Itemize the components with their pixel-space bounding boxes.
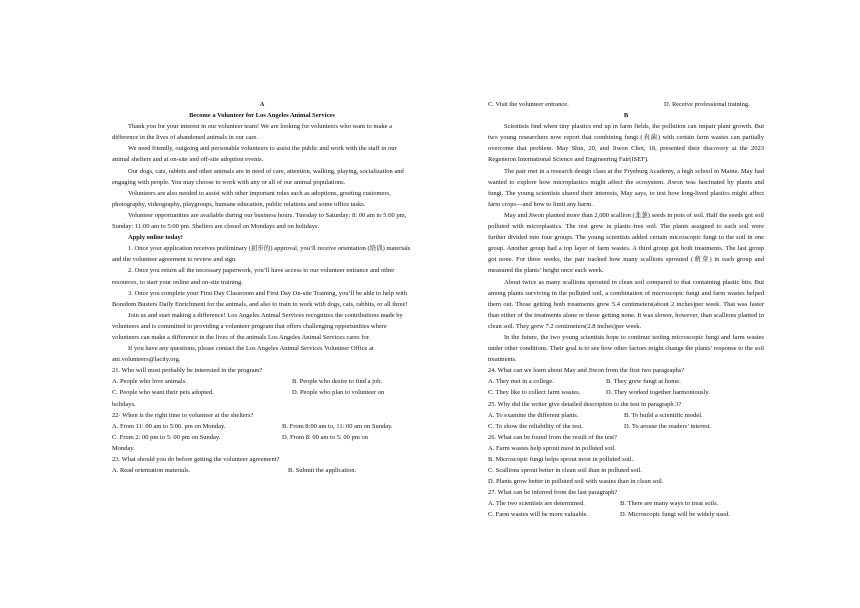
option-b: B. From 8:00 am to, 11: 00 am on Sunday.: [282, 422, 393, 430]
question-25-options-row1: [488, 410, 764, 421]
option-b: B. There are many ways to treat soils.: [620, 500, 719, 508]
question-27-stem: 27. What can be inferred from the last paragraph?: [488, 489, 618, 497]
option-d: D. They worked together harmoniously.: [606, 389, 710, 397]
option-c: C. From 2: 00 pm to 5: 00 pm on Sunday.: [112, 433, 221, 441]
question-22-options-row1: [112, 421, 412, 432]
paragraph: Volunteer opportunities are available during our business hours. Tuesday to Saturday: 8: 00 am to 5:00 pm, Sunday: 11:00 am to 5:00 pm. Shelters are closed on Mondays and on holidays.: [112, 211, 407, 231]
option-c: C. Scallions sprout better in clean soil than in polluted soil.: [488, 467, 642, 475]
question-22-options-row2: [112, 432, 412, 443]
option-b: B. They grew fungi at home.: [606, 378, 681, 386]
question-21-stem: 21. Who will most probably be interested in the program?: [112, 367, 263, 375]
option-b: B. To build a scientific model.: [624, 411, 703, 419]
passage-b-column: [488, 99, 764, 521]
paragraph: The pair met in a research design class at the Fryeburg Academy, a high school in Maine. May had wanted to explore how microplastics might affect the ecosystem. Jiwon was fascinated by plants and fungi. The young scientists shared their interests, May says, to test how long-lived plastics might affect farm crops—and how to limit any harm.: [488, 167, 764, 208]
section-letter-a: A: [259, 101, 265, 108]
question-24-options-row2: [488, 387, 764, 398]
question-25-stem: 25. Why did the writer give detailed description to the test in paragraph 3?: [488, 400, 682, 408]
question-21-options-row2: [112, 387, 412, 398]
passage-a-column: [112, 99, 412, 476]
apply-heading: Apply online today!: [128, 234, 183, 242]
question-24-options-row1: [488, 376, 764, 387]
step-item: 3. Once you complete your First Day Classroom and First Day On-site Training, you’ll be able to help with Boredom Busters Daily Enrichment for the animals, and also to train to work with dogs, cats, rabbits, or all three!: [112, 289, 408, 308]
option-a: A. Read orientation materials.: [112, 467, 191, 475]
passage-a-title: Become a Volunteer for Los Angeles Animal Services: [189, 112, 335, 120]
option-c: C. People who want their pets adopted.: [112, 389, 214, 397]
paragraph: Volunteers are also needed to assist with other important roles such as adoptions, greeting customers, photography, videography, playgroups, humane education, public relations and some office tasks.: [112, 189, 391, 208]
option-d: D. People who plan to volunteer on: [292, 389, 385, 397]
option-d-continued: holidays.: [112, 400, 136, 408]
option-a: A. From 11: 00 am to 5:00. pm on Monday.: [112, 422, 226, 430]
step-item: 2. Once you return all the necessary paperwork, you’ll have access to our volunteer entrance and other resources, to start your online and on-site training.: [112, 267, 395, 286]
paragraph: Our dogs, cats, rabbits and other animals are in need of care, attention, walking, playing, socialization and engaging with people. You may choose to work with any or all of our animal populations.: [112, 167, 404, 186]
option-c: C. Visit the volunteer entrance.: [488, 101, 569, 108]
question-23-options-row1: [112, 465, 412, 476]
question-27-options-row2: [488, 509, 764, 520]
section-letter-b: B: [623, 112, 629, 120]
option-c: C. To show the reliability of the test.: [488, 422, 583, 430]
option-a: A. People who love animals.: [112, 378, 187, 386]
option-a: A. To examine the different plants.: [488, 411, 579, 419]
question-24-stem: 24. What can we learn about May and Jiwon from the first two paragraphs?: [488, 367, 685, 375]
option-d: D. Plants grow better in polluted soil with wastes than in clean soil.: [488, 478, 664, 486]
paragraph: Join us and start making a difference! Los Angeles Animal Services recognizes the contributions made by volunteers and is committed to providing a volunteer program that offers challenging opportunities where volunteers can make a difference in the lives of the animals Los Angeles Animal Services cares for.: [112, 311, 403, 341]
option-c: C. Farm wastes will be more valuable.: [488, 511, 589, 519]
option-a: A. Farm wastes help sprout most in polluted soil.: [488, 444, 616, 452]
option-d: D. To arouse the readers’ interest.: [624, 422, 712, 430]
paragraph: If you have any questions, please contact the Los Angeles Animal Services Volunteer Office at ani.volunteers@lacity.org.: [112, 345, 374, 364]
paragraph: We need friendly, outgoing and personable volunteers to assist the public and work with the staff in our animal shelters and at on-site and off-site adoption events.: [112, 145, 397, 164]
question-27-options-row1: [488, 498, 764, 509]
question-23-options-row2: [488, 99, 764, 110]
question-25-options-row2: [488, 421, 764, 432]
option-b: B. Submit the application.: [288, 467, 357, 475]
option-a: A. They met in a college.: [488, 378, 554, 386]
option-b: B. People who desire to find a job.: [292, 378, 383, 386]
question-26-stem: 26. What can be found from the result of the test?: [488, 433, 617, 441]
question-21-options-row1: [112, 376, 412, 387]
paragraph: Thank you for your interest in our volunteer team! We are looking for volunteers who want to make a difference in the lives of abandoned animals in our care.: [112, 123, 392, 142]
paragraph: About twice as many scallions sprouted in clean soil compared to that containing plastic bits. But among plants surviving in the polluted soil, a combination of microscopic fungi and farm wastes helped them out. Those getting both treatments grew 5.4 centimeters(about 2 inches)per week. That was faster than either of the treatments alone or those getting none. It was slower, however, than scallions planted in clean soil. They grew 7.2 centimeters(2.8 inches)per week.: [488, 278, 764, 330]
paragraph: May and Jiwon planted more than 2,000 scallion (韭葱) seeds in pots of soil. Half the seeds got soil polluted with microplastics. The rest grew in plastic-free soil. The plants assigned to each soil were further divided into four groups. The young scientists added certain microscopic fungi to the soil in one group. Another group had a top layer of farm wastes. A third group got both treatments. The last group got none. For three weeks, the pair tracked how many scallions sprouted (萌芽) in each group and measured the plants’ height once each week.: [488, 211, 764, 275]
question-22-stem: 22· When is the right time to volunteer at the shelters?: [112, 411, 254, 419]
option-d-continued: Monday.: [112, 444, 135, 452]
question-23-stem: 23. What should you do before getting the volunteer agreement?: [112, 456, 280, 463]
paragraph: In the future, the two young scientists hope to continue testing microscopic fungi and farm wastes under other conditions. Their goal is to see how other factors might change the plants’ response to the soil treatments.: [488, 333, 764, 364]
option-a: A. The two scientists are determined.: [488, 500, 585, 508]
option-c: C. They like to collect farm wastes.: [488, 389, 581, 397]
step-item: 1. Once your application receives preliminary (初步的) approval, you’ll receive orientation (培训) materials and the volunteer agreement to review and sign.: [112, 245, 411, 264]
option-b: B. Microscopic fungi helps sprout most in polluted soil.: [488, 456, 634, 463]
option-d: D. From 8: 00 am to 5: 00 pm on: [282, 433, 368, 441]
option-d: D. Receive professional training.: [664, 101, 750, 108]
option-d: D. Microscopic fungi will be widely used.: [620, 511, 730, 519]
paragraph: Scientists find when tiny plastics end up in farm fields, the pollution can impair plant growth. But two young researchers now report that combining fungi (真菌) with certain farm wastes can partially overcome that problem. May Shin, 20, and Jiwon Choi, 18, presented their discovery at the 2023 Regeneron International Science and Engineering Fair(ISEF).: [488, 123, 764, 164]
